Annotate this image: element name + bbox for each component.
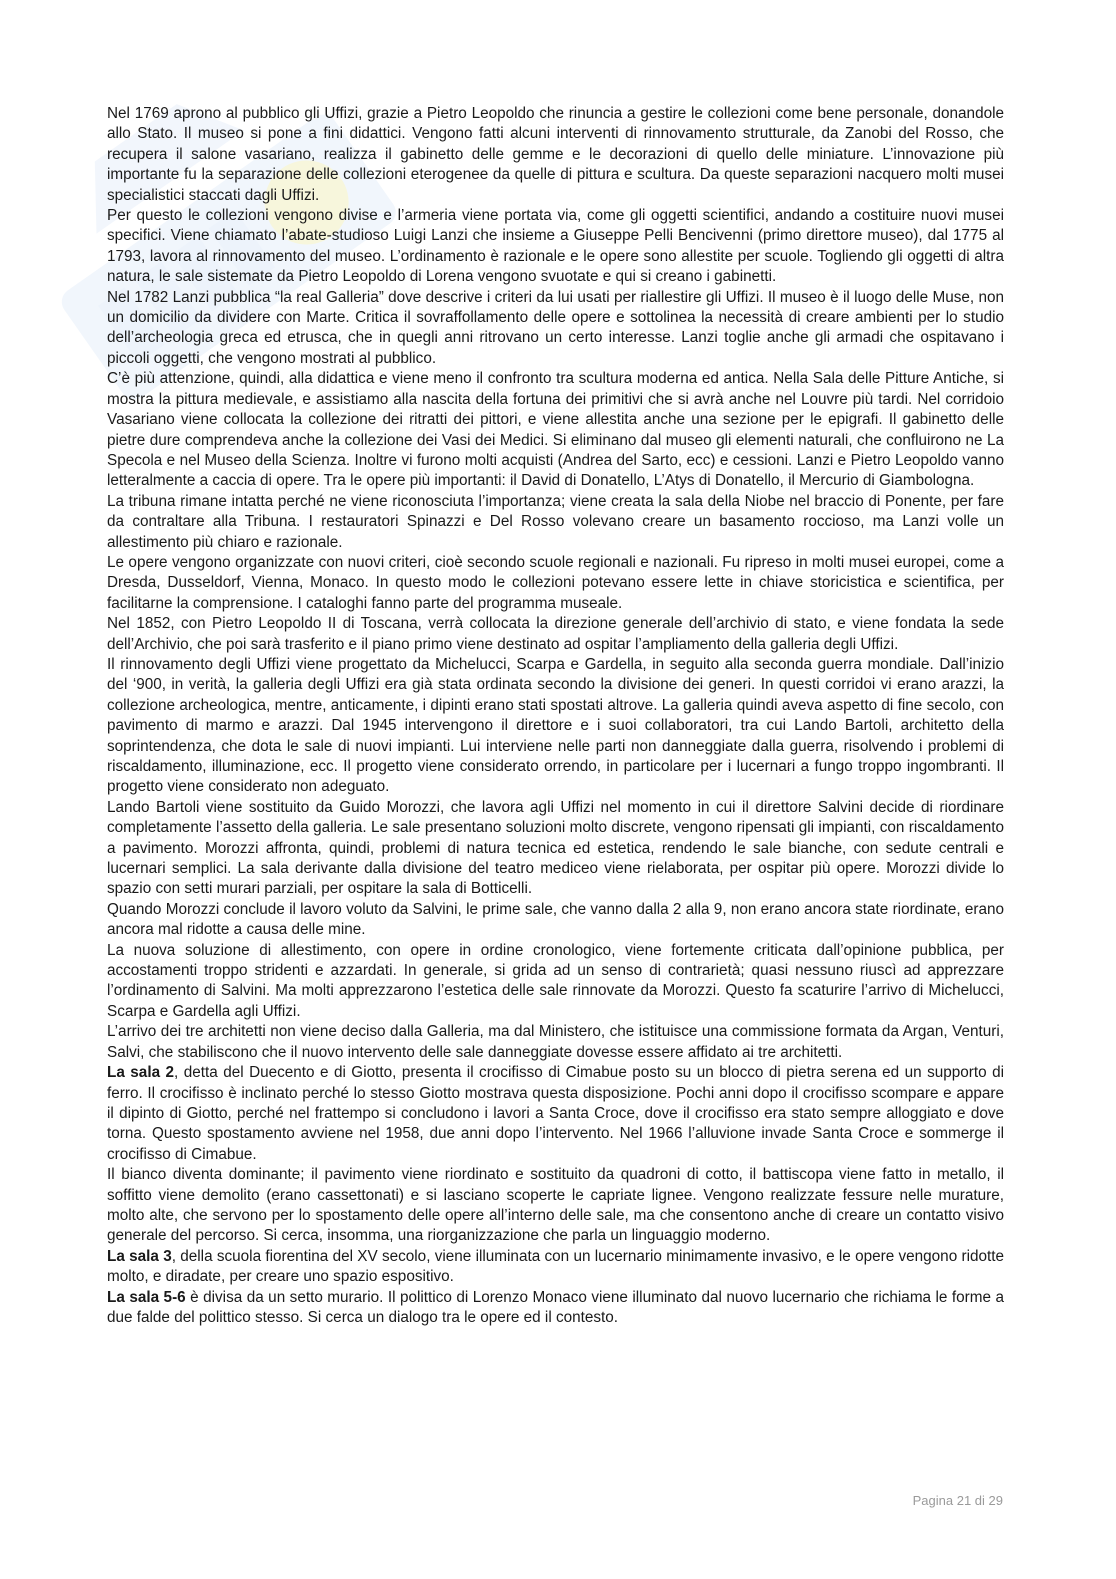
paragraph: C’è più attenzione, quindi, alla didattica e viene meno il confronto tra scultura moderna ed antica. Nella Sala delle Pitture Antiche, si mostra la pittura medievale, e assistiamo alla nascita della fortuna dei primitivi che si avrà anche nel Louvre più tardi. Nel corridoio Vasariano viene collocata la collezione dei ritratti dei pittori, e viene allestita anche una sezione per le epigrafi. Il gabinetto delle pietre dure comprendeva anche la collezione dei Vasi dei Medici. Si eliminano dal museo gli elementi naturali, che confluirono ne La Specola e nel Museo della Scienza. Inoltre vi furono molti acquisti (Andrea del Sarto, ecc) e cessioni. Lanzi e Pietro Leopoldo vanno letteralmente a caccia di opere. Tra le opere più importanti: il David di Donatello, L’Atys di Donatello, il Mercurio di Giambologna.	[107, 370, 1004, 490]
paragraph: L’arrivo dei tre architetti non viene deciso dalla Galleria, ma dal Ministero, che istituisce una commissione formata da Argan, Venturi, Salvi, che stabiliscono che il nuovo intervento delle sale danneggiate dovesse essere affidato ai tre architetti.	[107, 1023, 1004, 1061]
paragraph: Lando Bartoli viene sostituito da Guido Morozzi, che lavora agli Uffizi nel momento in cui il direttore Salvini decide di riordinare completamente l’assetto della galleria. Le sale presentano soluzioni molto discrete, vengono ripensati gli impianti, con riscaldamento a pavimento. Morozzi affronta, quindi, problemi di natura tecnica ed estetica, rendendo le sale bianche, con sedute centrali e lucernari semplici. La sala derivante dalla divisione del teatro mediceo viene rielaborata, per ospitar più opere. Morozzi divide lo spazio con setti murari parziali, per ospitare la sala di Botticelli.	[107, 798, 1004, 898]
paragraph: Nel 1782 Lanzi pubblica “la real Galleria” dove descrive i criteri da lui usati per riallestire gli Uffizi. Il museo è il luogo delle Muse, non un domicilio da dividere con Marte. Critica il sovraffollamento delle opere e sottolinea la necessità di creare ambienti per lo studio dell’archeologia greca ed etrusca, che in quegli anni ritrovano un certo interesse. Lanzi toglie anche gli armadi che ospitavano i piccoli oggetti, che vengono mostrati al pubblico.	[107, 288, 1004, 367]
paragraph-sala-5-6: La sala 5-6 è divisa da un setto murario. Il polittico di Lorenzo Monaco viene illuminato dal nuovo lucernario che richiama le forme a due falde del polittico stesso. Si cerca un dialogo tra le opere ed il contesto.	[107, 1288, 1004, 1326]
paragraph: Quando Morozzi conclude il lavoro voluto da Salvini, le prime sale, che vanno dalla 2 alla 9, non erano ancora state riordinate, erano ancora mal ridotte a causa delle mine.	[107, 900, 1004, 939]
paragraph: Nel 1769 aprono al pubblico gli Uffizi, grazie a Pietro Leopoldo che rinuncia a gestire le collezioni come bene personale, donandole allo Stato. Il museo si pone a fini didattici. Vengono fatti alcuni interventi di rinnovamento strutturale, da Zanobi del Rosso, che recupera il salone vasariano, realizza il gabinetto delle gemme e le decorazioni di quello delle miniature. L’innovazione più importante fu la separazione delle collezioni eterogenee da quelle di pittura e scultura. Da queste separazioni nacquero molti musei specialistici staccati dagli Uffizi.	[107, 105, 1004, 204]
paragraph: La nuova soluzione di allestimento, con opere in ordine cronologico, viene fortemente criticata dall’opinione pubblica, per accostamenti troppo stridenti e azzardati. In generale, si grida ad un senso di contrarietà; quasi nessuno riuscì ad apprezzare l’ordinamento di Salvini. Ma molti apprezzarono l’estetica delle sale rinnovate da Morozzi. Questo fa scaturire l’arrivo di Michelucci, Scarpa e Gardella agli Uffizi.	[107, 941, 1004, 1020]
paragraph: Il rinnovamento degli Uffizi viene progettato da Michelucci, Scarpa e Gardella, in seguito alla seconda guerra mondiale. Dall’inizio del ‘900, in verità, la galleria degli Uffizi era già stata ordinata secondo la divisione dei generi. In questi corridoi vi erano arazzi, la collezione archeologica, mentre, anticamente, i dipinti erano stati spostati altrove. La galleria quindi aveva aspetto di fine secolo, con pavimento di marmo e arazzi. Dal 1945 intervengono il direttore e i suoi collaboratori, tra cui Lando Bartoli, architetto della soprintendenza, che dota le sale di nuovi impianti. Lui interviene nelle parti non danneggiate dalla guerra, risolvendo i problemi di riscaldamento, illuminazione, ecc. Il progetto viene considerato orrendo, in particolare per i lucernari a fungo troppo ingombranti. Il progetto viene considerato non adeguato.	[107, 655, 1004, 796]
sala-heading: La sala 5-6	[107, 1288, 186, 1306]
paragraph-sala-3: La sala 3, della scuola fiorentina del XV secolo, viene illuminata con un lucernario minimamente invasivo, e le opere vengono ridotte molto, e diradate, per creare uno spazio espositivo.	[107, 1247, 1004, 1286]
page-number: Pagina 21 di 29	[912, 1493, 1003, 1508]
paragraph: Nel 1852, con Pietro Leopoldo II di Toscana, verrà collocata la direzione generale dell’archivio di stato, e viene fondata la sede dell’Archivio, che poi sarà trasferito e il piano primo viene destinato ad ospitar l’ampliamento della galleria degli Uffizi.	[107, 615, 1004, 653]
paragraph: Il bianco diventa dominante; il pavimento viene riordinato e sostituito da quadroni di cotto, il battiscopa viene fatto in metallo, il soffitto viene demolito (erano cassettonati) e si lasciano scoperte le capriate lignee. Vengono realizzate fessure nelle murature, molto alte, che servono per lo spostamento delle opere all’interno delle sale, ma che consentono anche di creare un contatto visivo generale del percorso. Si cerca, insomma, una riorganizzazione che parla un linguaggio moderno.	[107, 1166, 1004, 1245]
paragraph: La tribuna rimane intatta perché ne viene riconosciuta l’importanza; viene creata la sala della Niobe nel braccio di Ponente, per fare da contraltare alla Tribuna. I restauratori Spinazzi e Del Rosso volevano creare un basamento roccioso, ma Lanzi volle un allestimento più chiaro e razionale.	[107, 492, 1004, 551]
paragraph-sala-2: La sala 2, detta del Duecento e di Giotto, presenta il crocifisso di Cimabue posto su un blocco di pietra serena ed un supporto di ferro. Il crocifisso è inclinato perché lo stesso Giotto mostrava questa disposizione. Pochi anni dopo il crocifisso scompare e appare il dipinto di Giotto, perché nel frattempo si concludono i lavori a Santa Croce, dove il crocifisso era stato sempre alloggiato e dove torna. Questo spostamento avviene nel 1958, due anni dopo l’intervento. Nel 1966 l’alluvione invade Santa Croce e sommerge il crocifisso di Cimabue.	[107, 1064, 1004, 1163]
document-body	[107, 104, 1004, 1328]
sala-heading: La sala 3	[107, 1247, 172, 1265]
paragraph: Le opere vengono organizzate con nuovi criteri, cioè secondo scuole regionali e nazionali. Fu ripreso in molti musei europei, come a Dresda, Dusseldorf, Vienna, Monaco. In questo modo le collezioni potevano essere lette in chiave storicistica e scientifica, per facilitarne la comprensione. I cataloghi fanno parte del programma museale.	[107, 553, 1004, 612]
sala-heading: La sala 2	[107, 1064, 175, 1082]
paragraph: Per questo le collezioni vengono divise e l’armeria viene portata via, come gli oggetti scientifici, andando a costituire nuovi musei specifici. Viene chiamato l’abate-studioso Luigi Lanzi che insieme a Giuseppe Pelli Bencivenni (primo direttore museo), dal 1775 al 1793, lavora al rinnovamento del museo. L’ordinamento è razionale e le opere sono allestite per scuole. Togliendo gli oggetti di altra natura, le sale sistemate da Pietro Leopoldo di Lorena vengono svuotate e qui si creano i gabinetti.	[107, 207, 1004, 286]
